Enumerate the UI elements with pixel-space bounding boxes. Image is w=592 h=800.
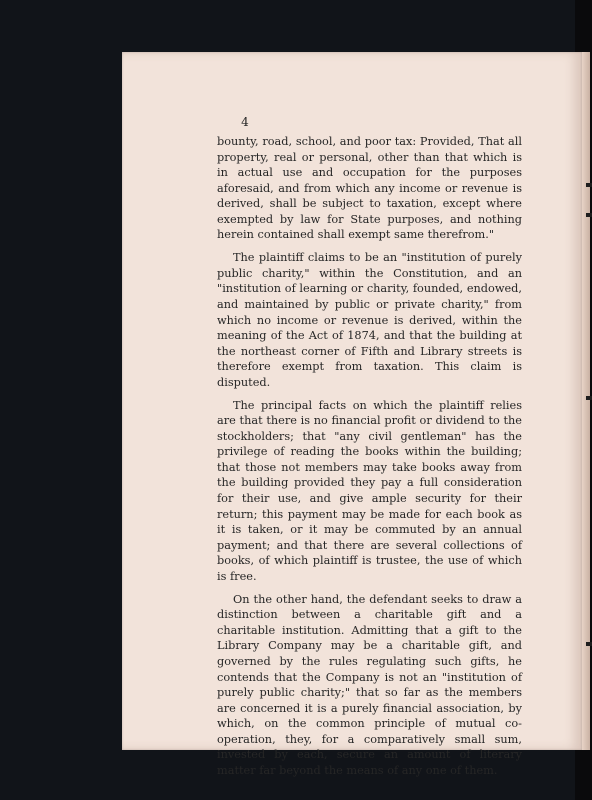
page-tab-mark: [586, 396, 592, 400]
paragraph: The principal facts on which the plaintiff relies are that there is no financial profit or dividend to the stockholders; that "any civil gentleman" has the privilege of reading the books within the building; that those not members may take books away from the building provided they pay a full consideration for their use, and give ample security for their return; this payment may be made for each book as it is taken, or it may be commuted by an annual payment; and that there are several collections of books, of which plaintiff is trustee, the use of which is free.: [217, 398, 522, 583]
page-body-text: [217, 134, 522, 786]
page-number: 4: [241, 115, 249, 129]
paragraph: The plaintiff claims to be an "institution of purely public charity," within the Constitution, and an "institution of learning or charity, founded, endowed, and maintained by public or private charity," from which no income or revenue is derived, within the meaning of the Act of 1874, and that the building at the northeast corner of Fifth and Library streets is therefore exempt from taxation. This claim is disputed.: [217, 251, 522, 389]
paragraph: On the other hand, the defendant seeks to draw a distinction between a charitable gift and a charitable institution. Admitting that a gift to the Library Company may be a charitable gift, and governed by the rules regulating such gifts, he contends that the Company is not an "institution of purely public charity;" that so far as the members are concerned it is a purely financial association, by which, on the common principle of mutual co-operation, they, for a comparatively small sum, invested by each, secure an amount of literary matter far beyond the means of any one of them.: [217, 592, 522, 777]
page-tab-mark: [586, 642, 592, 646]
page-tab-mark: [586, 213, 592, 217]
page-tab-mark: [586, 183, 592, 187]
paragraph: bounty, road, school, and poor tax: Provided, That all property, real or personal, other than that which is in actual use and occupation for the purposes aforesaid, and from which any income or revenue is derived, shall be subject to taxation, except where exempted by law for State purposes, and nothing herein contained shall exempt same therefrom.": [217, 135, 522, 242]
